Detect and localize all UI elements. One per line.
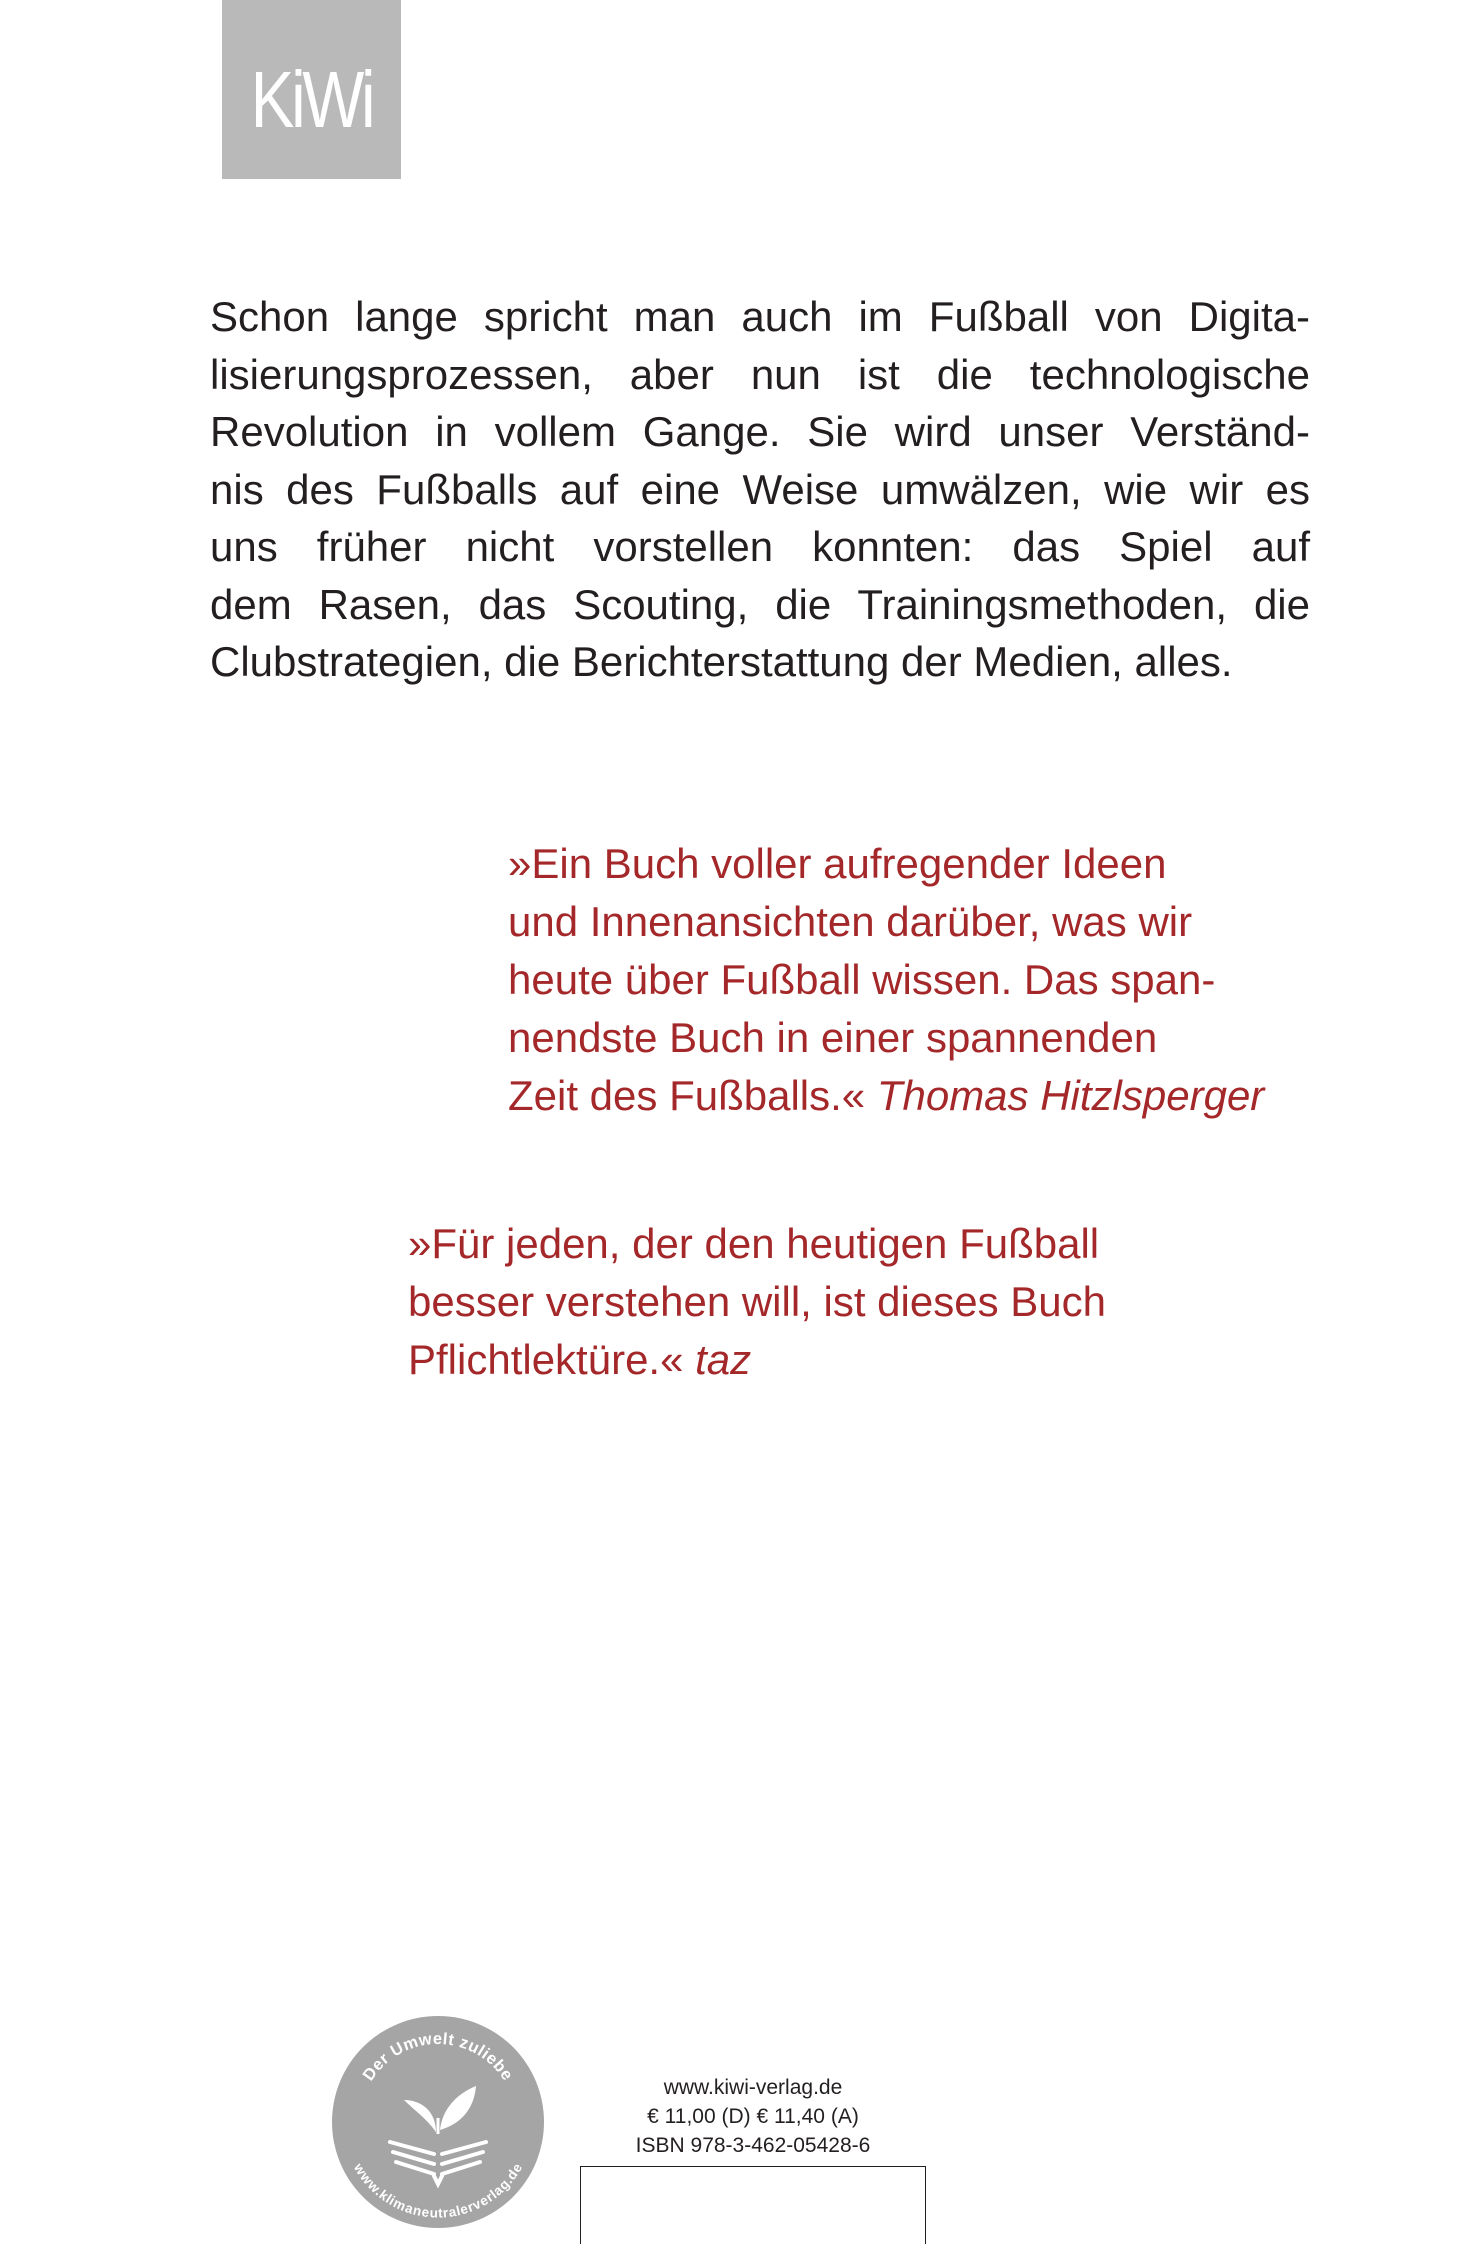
publisher-logo (222, 0, 401, 179)
quote-line: »Für jeden, der den heutigen Fußball (408, 1220, 1100, 1267)
seal-bottom-text: www.klimaneutralerverlag.de (350, 2160, 526, 2221)
book-isbn: ISBN 978-3-462-05428-6 (635, 2134, 871, 2157)
blurb-line: lisierungsprozessen, aber nun ist die technologische (210, 350, 1310, 398)
publisher-website: www.kiwi-verlag.de (663, 2076, 843, 2099)
quote-line-last (508, 1067, 1264, 1125)
barcode-area (580, 2166, 926, 2244)
climate-neutral-seal (330, 2014, 546, 2230)
quote-source: taz (695, 1336, 752, 1383)
publisher-logo-text: KiWi (250, 55, 373, 144)
quote-line: und Innenansichten darüber, was wir (508, 898, 1193, 945)
seal-top-text: Der Umwelt zuliebe (359, 2029, 517, 2085)
blurb-line: Clubstrategien, die Berichterstattung der Medien, alles. (210, 638, 1233, 685)
quote-line: Pflichtlektüre.« (408, 1336, 684, 1383)
quote-line: nendste Buch in einer spannenden (508, 1014, 1158, 1061)
quote-line-last (408, 1331, 1106, 1389)
quote-line: »Ein Buch voller aufregender Ideen (508, 840, 1167, 887)
book-price: € 11,00 (D) € 11,40 (A) (647, 2105, 859, 2128)
quote-line: heute über Fußball wissen. Das span- (508, 956, 1216, 1003)
blurb-line: dem Rasen, das Scouting, die Trainingsmethoden, die (210, 580, 1310, 628)
review-quote-taz (408, 1215, 1106, 1389)
review-quote-hitzlsperger (508, 835, 1264, 1125)
blurb-line: uns früher nicht vorstellen konnten: das Spiel auf (210, 523, 1310, 570)
quote-line: Zeit des Fußballs.« (508, 1072, 866, 1119)
blurb-line: Revolution in vollem Gange. Sie wird unser Verständ- (210, 408, 1310, 455)
quote-line: besser verstehen will, ist dieses Buch (408, 1278, 1106, 1325)
blurb-line: Schon lange spricht man auch im Fußball von Digita- (210, 293, 1310, 340)
imprint-block (580, 2073, 926, 2160)
quote-source: Thomas Hitzlsperger (876, 1072, 1265, 1119)
blurb-line: nis des Fußballs auf eine Weise umwälzen, wie wir es (210, 465, 1310, 513)
book-blurb (210, 288, 1310, 691)
